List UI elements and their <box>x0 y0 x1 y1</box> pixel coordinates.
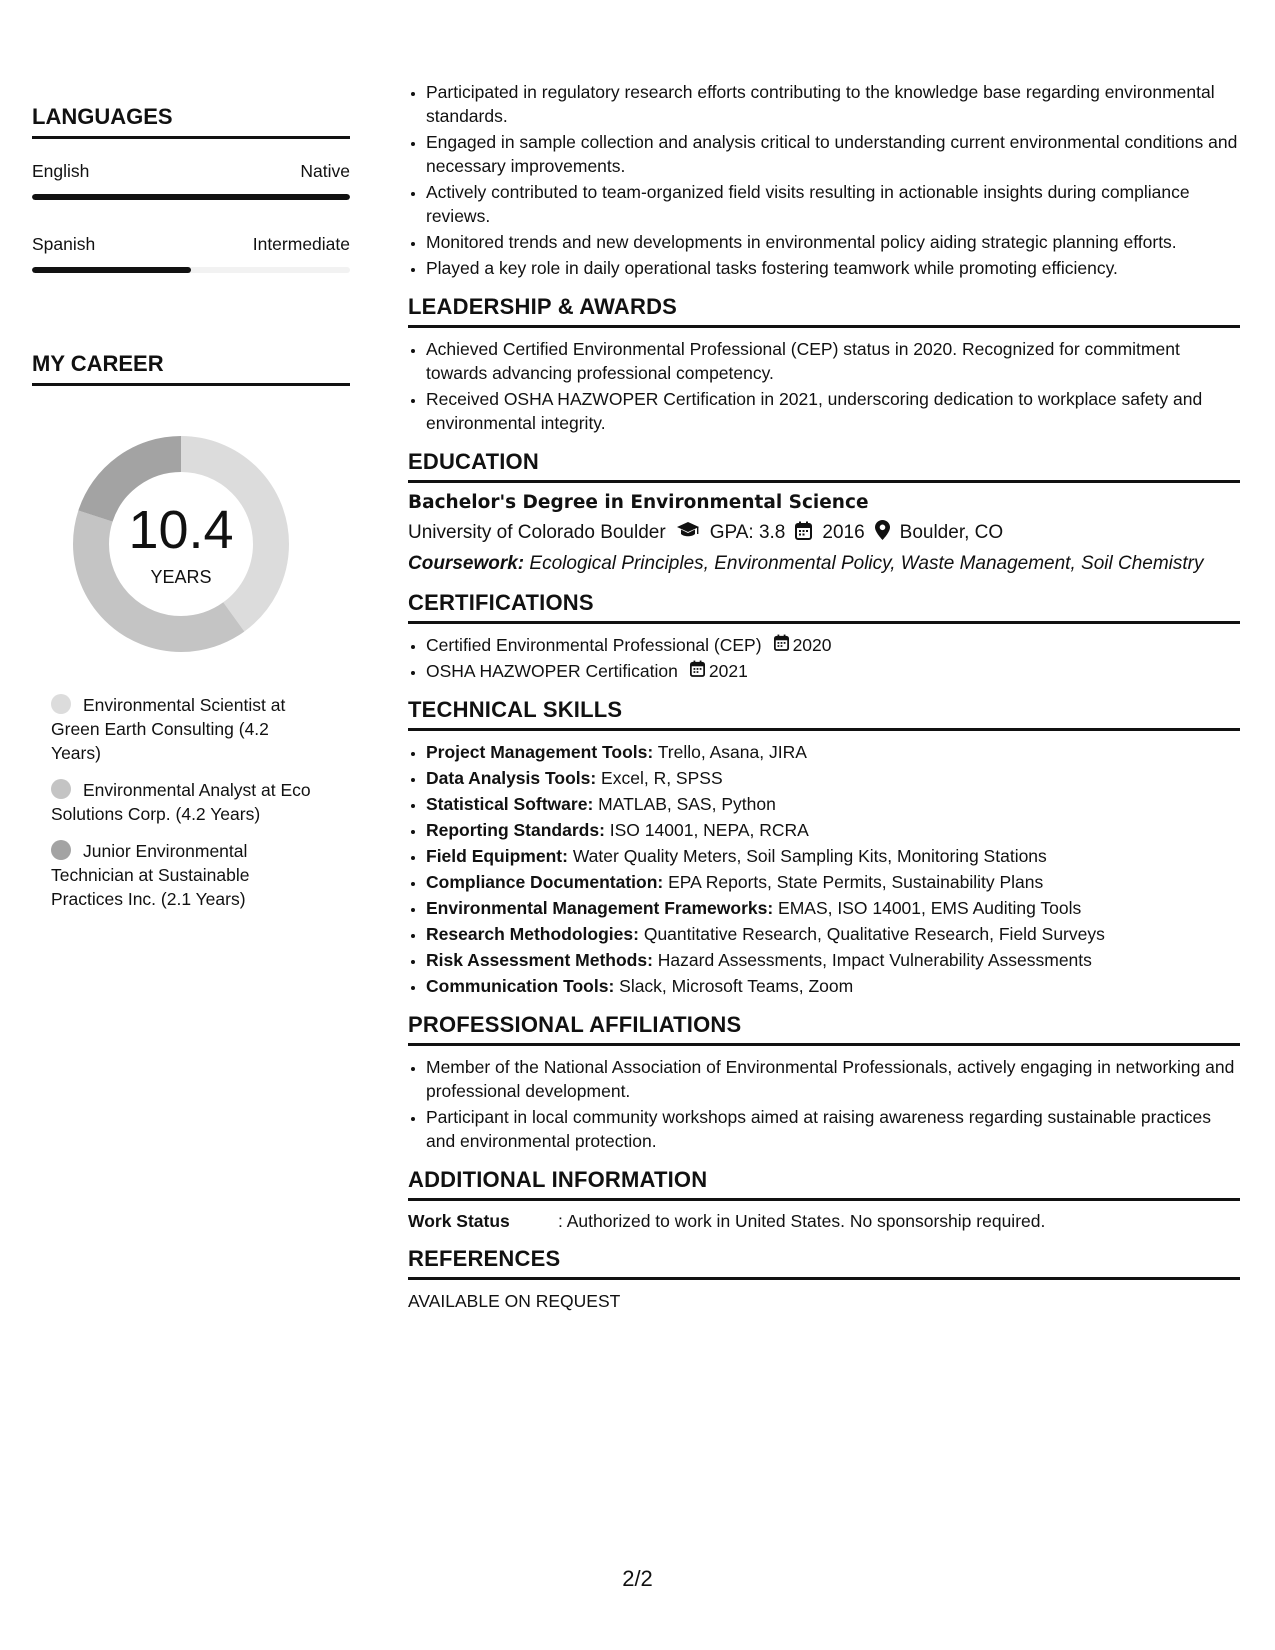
language-name: English <box>32 161 90 181</box>
page-number: 2/2 <box>622 1566 653 1591</box>
affiliation-item: • Participant in local community workshops aimed at raising awareness regarding sustainable practices and environmental protection. <box>426 1105 1240 1153</box>
graduation-cap-icon <box>676 521 700 545</box>
references-text: AVAILABLE ON REQUEST <box>408 1291 621 1311</box>
calendar-icon <box>795 521 812 546</box>
skill-item <box>426 896 1240 920</box>
skill-item <box>426 740 1240 764</box>
skill-value: Slack, Microsoft Teams, Zoom <box>614 976 854 996</box>
main-content <box>408 80 1240 1312</box>
certification-name: • OSHA HAZWOPER Certification <box>426 661 678 681</box>
skill-label: Compliance Documentation: <box>426 872 664 892</box>
career-donut-chart <box>66 429 296 659</box>
leadership-item: • Achieved Certified Environmental Professional (CEP) status in 2020. Recognized for commitment towards advancing professional competency. <box>426 337 1240 385</box>
skill-value: ISO 14001, NEPA, RCRA <box>604 820 809 840</box>
legend-dot-icon <box>51 694 71 714</box>
education-section <box>408 449 1240 576</box>
certification-item <box>426 659 1240 683</box>
skill-item <box>426 948 1240 972</box>
legend-dot-icon <box>51 779 71 799</box>
career-role-text: Junior Environmental Technician at Sustainable Practices Inc. (2.1 Years) <box>51 841 250 909</box>
calendar-icon <box>774 633 789 657</box>
affiliation-item: • Member of the National Association of Environmental Professionals, actively engaging in networking and professional development. <box>426 1055 1240 1103</box>
skill-item <box>426 844 1240 868</box>
leadership-section <box>408 294 1240 435</box>
skill-label: Data Analysis Tools: <box>426 768 597 788</box>
skill-item <box>426 792 1240 816</box>
languages-heading: LANGUAGES <box>32 104 350 139</box>
coursework-list: Ecological Principles, Environmental Policy, Waste Management, Soil Chemistry <box>524 553 1204 574</box>
language-name: Spanish <box>32 234 96 254</box>
career-total-years: 10.4 <box>128 500 234 560</box>
skill-value: Quantitative Research, Qualitative Research, Field Surveys <box>638 924 1105 944</box>
experience-bullet: • Participated in regulatory research efforts contributing to the knowledge base regarding environmental standards. <box>426 80 1240 128</box>
coursework-label: Coursework: <box>408 553 525 574</box>
references-section <box>408 1246 1240 1312</box>
additional-info-heading: ADDITIONAL INFORMATION <box>408 1167 1240 1201</box>
certifications-heading: CERTIFICATIONS <box>408 590 1240 624</box>
experience-bullet: • Played a key role in daily operational tasks fostering teamwork while promoting efficiency. <box>426 256 1240 280</box>
skill-item <box>426 766 1240 790</box>
skill-item <box>426 974 1240 998</box>
education-heading: EDUCATION <box>408 449 1240 483</box>
skill-item <box>426 870 1240 894</box>
career-role-text: Environmental Analyst at Eco Solutions Corp. (4.2 Years) <box>51 780 311 824</box>
certification-item <box>426 633 1240 657</box>
language-proficiency-fill <box>32 267 191 273</box>
experience-bullet: • Monitored trends and new developments in environmental policy aiding strategic planning efforts. <box>426 230 1240 254</box>
legend-dot-icon <box>51 840 71 860</box>
language-item <box>32 234 350 273</box>
career-legend-item <box>51 778 321 826</box>
skill-label: Environmental Management Frameworks: <box>426 898 774 918</box>
additional-info-section <box>408 1167 1240 1232</box>
language-proficiency-bar <box>32 267 350 273</box>
skill-label: Research Methodologies: <box>426 924 639 944</box>
affiliations-heading: PROFESSIONAL AFFILIATIONS <box>408 1012 1240 1046</box>
sidebar <box>32 104 350 924</box>
skill-label: Field Equipment: <box>426 846 568 866</box>
skill-label: Project Management Tools: <box>426 742 654 762</box>
career-legend <box>51 693 321 911</box>
leadership-item: • Received OSHA HAZWOPER Certification in 2021, underscoring dedication to workplace safety and environmental integrity. <box>426 387 1240 435</box>
skill-value: MATLAB, SAS, Python <box>593 794 776 814</box>
skill-value: EMAS, ISO 14001, EMS Auditing Tools <box>773 898 1082 918</box>
school-name: University of Colorado Boulder <box>408 522 666 543</box>
skill-item <box>426 922 1240 946</box>
career-role-text: Environmental Scientist at Green Earth Consulting (4.2 Years) <box>51 695 286 763</box>
affiliations-section <box>408 1012 1240 1153</box>
coursework <box>408 552 1240 576</box>
work-status-value: : Authorized to work in United States. No sponsorship required. <box>558 1211 1046 1231</box>
experience-bullets <box>408 80 1240 280</box>
skill-label: Statistical Software: <box>426 794 594 814</box>
language-proficiency-fill <box>32 194 350 200</box>
skill-label: Communication Tools: <box>426 976 615 996</box>
skill-value: Trello, Asana, JIRA <box>653 742 807 762</box>
career-heading: MY CAREER <box>32 351 350 386</box>
school-location: Boulder, CO <box>899 522 1004 543</box>
skill-label: Risk Assessment Methods: <box>426 950 653 970</box>
skill-value: EPA Reports, State Permits, Sustainability Plans <box>663 872 1044 892</box>
certification-year: 2021 <box>708 661 748 681</box>
skills-section <box>408 697 1240 998</box>
work-status-row <box>408 1211 1240 1232</box>
gpa: GPA: 3.8 <box>709 522 786 543</box>
work-status-label: Work Status <box>408 1211 510 1231</box>
experience-bullet: • Actively contributed to team-organized field visits resulting in actionable insights during compliance reviews. <box>426 180 1240 228</box>
career-legend-item <box>51 693 321 765</box>
education-details <box>408 520 1240 546</box>
skill-value: Excel, R, SPSS <box>596 768 723 788</box>
skill-item <box>426 818 1240 842</box>
references-heading: REFERENCES <box>408 1246 1240 1280</box>
skill-value: Water Quality Meters, Soil Sampling Kits, Monitoring Stations <box>567 846 1047 866</box>
experience-bullet: • Engaged in sample collection and analysis critical to understanding current environmental conditions and necessary improvements. <box>426 130 1240 178</box>
language-proficiency-bar <box>32 194 350 200</box>
certification-name: • Certified Environmental Professional (CEP) <box>426 635 762 655</box>
language-level: Intermediate <box>252 234 350 254</box>
career-years-unit: YEARS <box>150 567 212 587</box>
skill-value: Hazard Assessments, Impact Vulnerability Assessments <box>652 950 1092 970</box>
skill-label: Reporting Standards: <box>426 820 605 840</box>
graduation-year: 2016 <box>822 522 865 543</box>
location-pin-icon <box>875 520 890 546</box>
skills-heading: TECHNICAL SKILLS <box>408 697 1240 731</box>
language-item <box>32 161 350 200</box>
certification-year: 2020 <box>792 635 832 655</box>
calendar-icon <box>690 659 705 683</box>
career-legend-item <box>51 839 321 911</box>
leadership-heading: LEADERSHIP & AWARDS <box>408 294 1240 328</box>
certifications-section <box>408 590 1240 683</box>
language-level: Native <box>300 161 350 181</box>
degree-title: Bachelor's Degree in Environmental Science <box>408 492 869 513</box>
